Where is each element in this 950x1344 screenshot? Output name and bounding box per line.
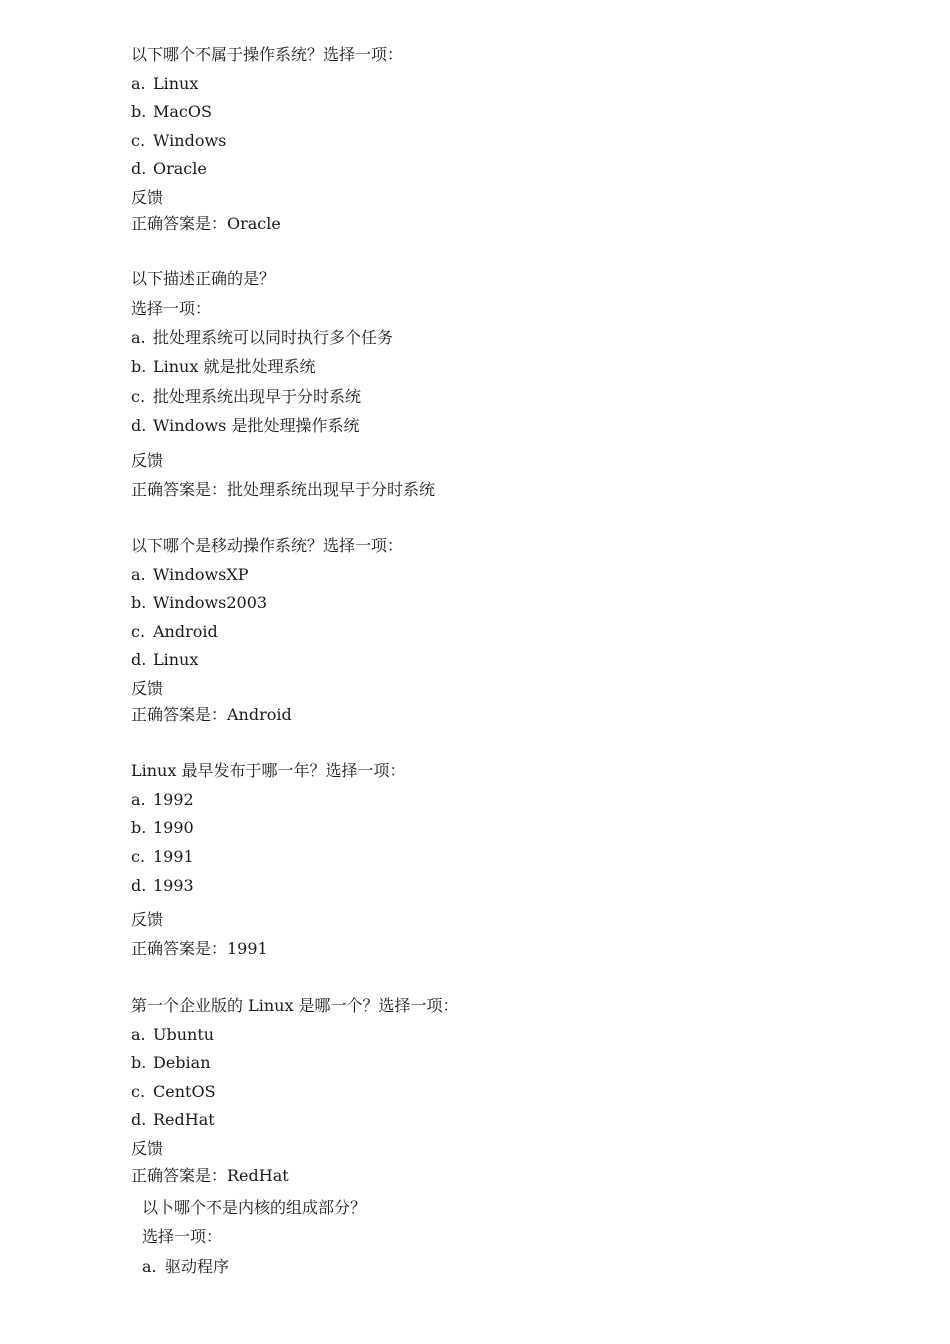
answer-option [131,328,393,348]
option-text: 1990 [153,818,194,837]
feedback-label: 反馈 [131,679,164,698]
option-text: Linux 就是批处理系统 [153,357,316,376]
option-letter: b. [131,1053,147,1072]
question-stem: Linux 最早发布于哪一年？选择一项： [131,761,406,780]
option-text: 驱动程序 [165,1257,230,1276]
question-stem: 第一个企业版的 Linux 是哪一个？选择一项： [131,996,459,1015]
answer-option [131,565,249,585]
option-letter: c. [131,622,146,641]
option-letter: a. [131,328,146,347]
correct-answer: 正确答案是：Oracle [131,214,281,233]
option-letter: d. [131,1110,147,1129]
option-letter: c. [131,847,146,866]
option-text: 1993 [153,876,194,895]
option-letter: d. [131,650,147,669]
answer-option [131,593,267,613]
answer-option [131,1082,216,1102]
option-text: 1991 [153,847,194,866]
option-text: WindowsXP [153,565,249,584]
option-letter: d. [131,876,147,895]
feedback-label: 反馈 [131,451,164,470]
correct-answer: 正确答案是：批处理系统出现早于分时系统 [131,480,436,499]
answer-option [131,650,198,670]
answer-option [131,74,198,94]
option-text: Android [153,622,218,641]
question-prompt: 选择一项： [142,1227,223,1246]
option-text: CentOS [153,1082,216,1101]
feedback-label: 反馈 [131,1139,164,1158]
option-text: Linux [153,74,199,93]
option-text: Windows2003 [153,593,268,612]
answer-option [131,416,359,436]
option-letter: a. [131,74,146,93]
option-letter: b. [131,102,147,121]
answer-option [131,622,218,642]
option-letter: a. [131,790,146,809]
answer-option [131,357,315,377]
option-letter: a. [131,1025,146,1044]
option-text: Oracle [153,159,207,178]
option-letter: c. [131,131,146,150]
question-stem: 以下哪个不属于操作系统？选择一项： [131,45,404,64]
question-stem: 以下描述正确的是？ [131,269,276,288]
option-letter: a. [131,565,146,584]
answer-option [131,131,226,151]
option-text: Windows 是批处理操作系统 [153,416,360,435]
option-letter: d. [131,159,147,178]
option-letter: a. [142,1257,157,1276]
option-text: 1992 [153,790,194,809]
correct-answer: 正确答案是：RedHat [131,1166,289,1185]
answer-option [131,790,194,810]
answer-option [131,102,212,122]
answer-option [131,159,207,179]
option-letter: c. [131,1082,146,1101]
option-text: 批处理系统出现早于分时系统 [153,387,362,406]
option-text: Debian [153,1053,211,1072]
option-text: 批处理系统可以同时执行多个任务 [153,328,394,347]
option-text: Ubuntu [153,1025,215,1044]
answer-option [131,1053,211,1073]
option-text: RedHat [153,1110,215,1129]
answer-option [131,847,194,867]
option-letter: d. [131,416,147,435]
option-text: MacOS [153,102,212,121]
option-text: Linux [153,650,199,669]
correct-answer: 正确答案是：Android [131,705,292,724]
feedback-label: 反馈 [131,188,164,207]
option-letter: b. [131,818,147,837]
option-letter: c. [131,387,146,406]
option-letter: b. [131,357,147,376]
question-stem: 以下哪个是移动操作系统？选择一项： [131,536,404,555]
correct-answer: 正确答案是：1991 [131,939,268,958]
feedback-label: 反馈 [131,910,164,929]
answer-option [142,1257,229,1277]
answer-option [131,876,194,896]
answer-option [131,1025,214,1045]
answer-option [131,818,194,838]
question-stem: 以卜哪个不是内核的组成部分？ [142,1198,367,1217]
question-prompt: 选择一项： [131,299,212,318]
answer-option [131,387,361,407]
option-text: Windows [153,131,227,150]
answer-option [131,1110,215,1130]
option-letter: b. [131,593,147,612]
